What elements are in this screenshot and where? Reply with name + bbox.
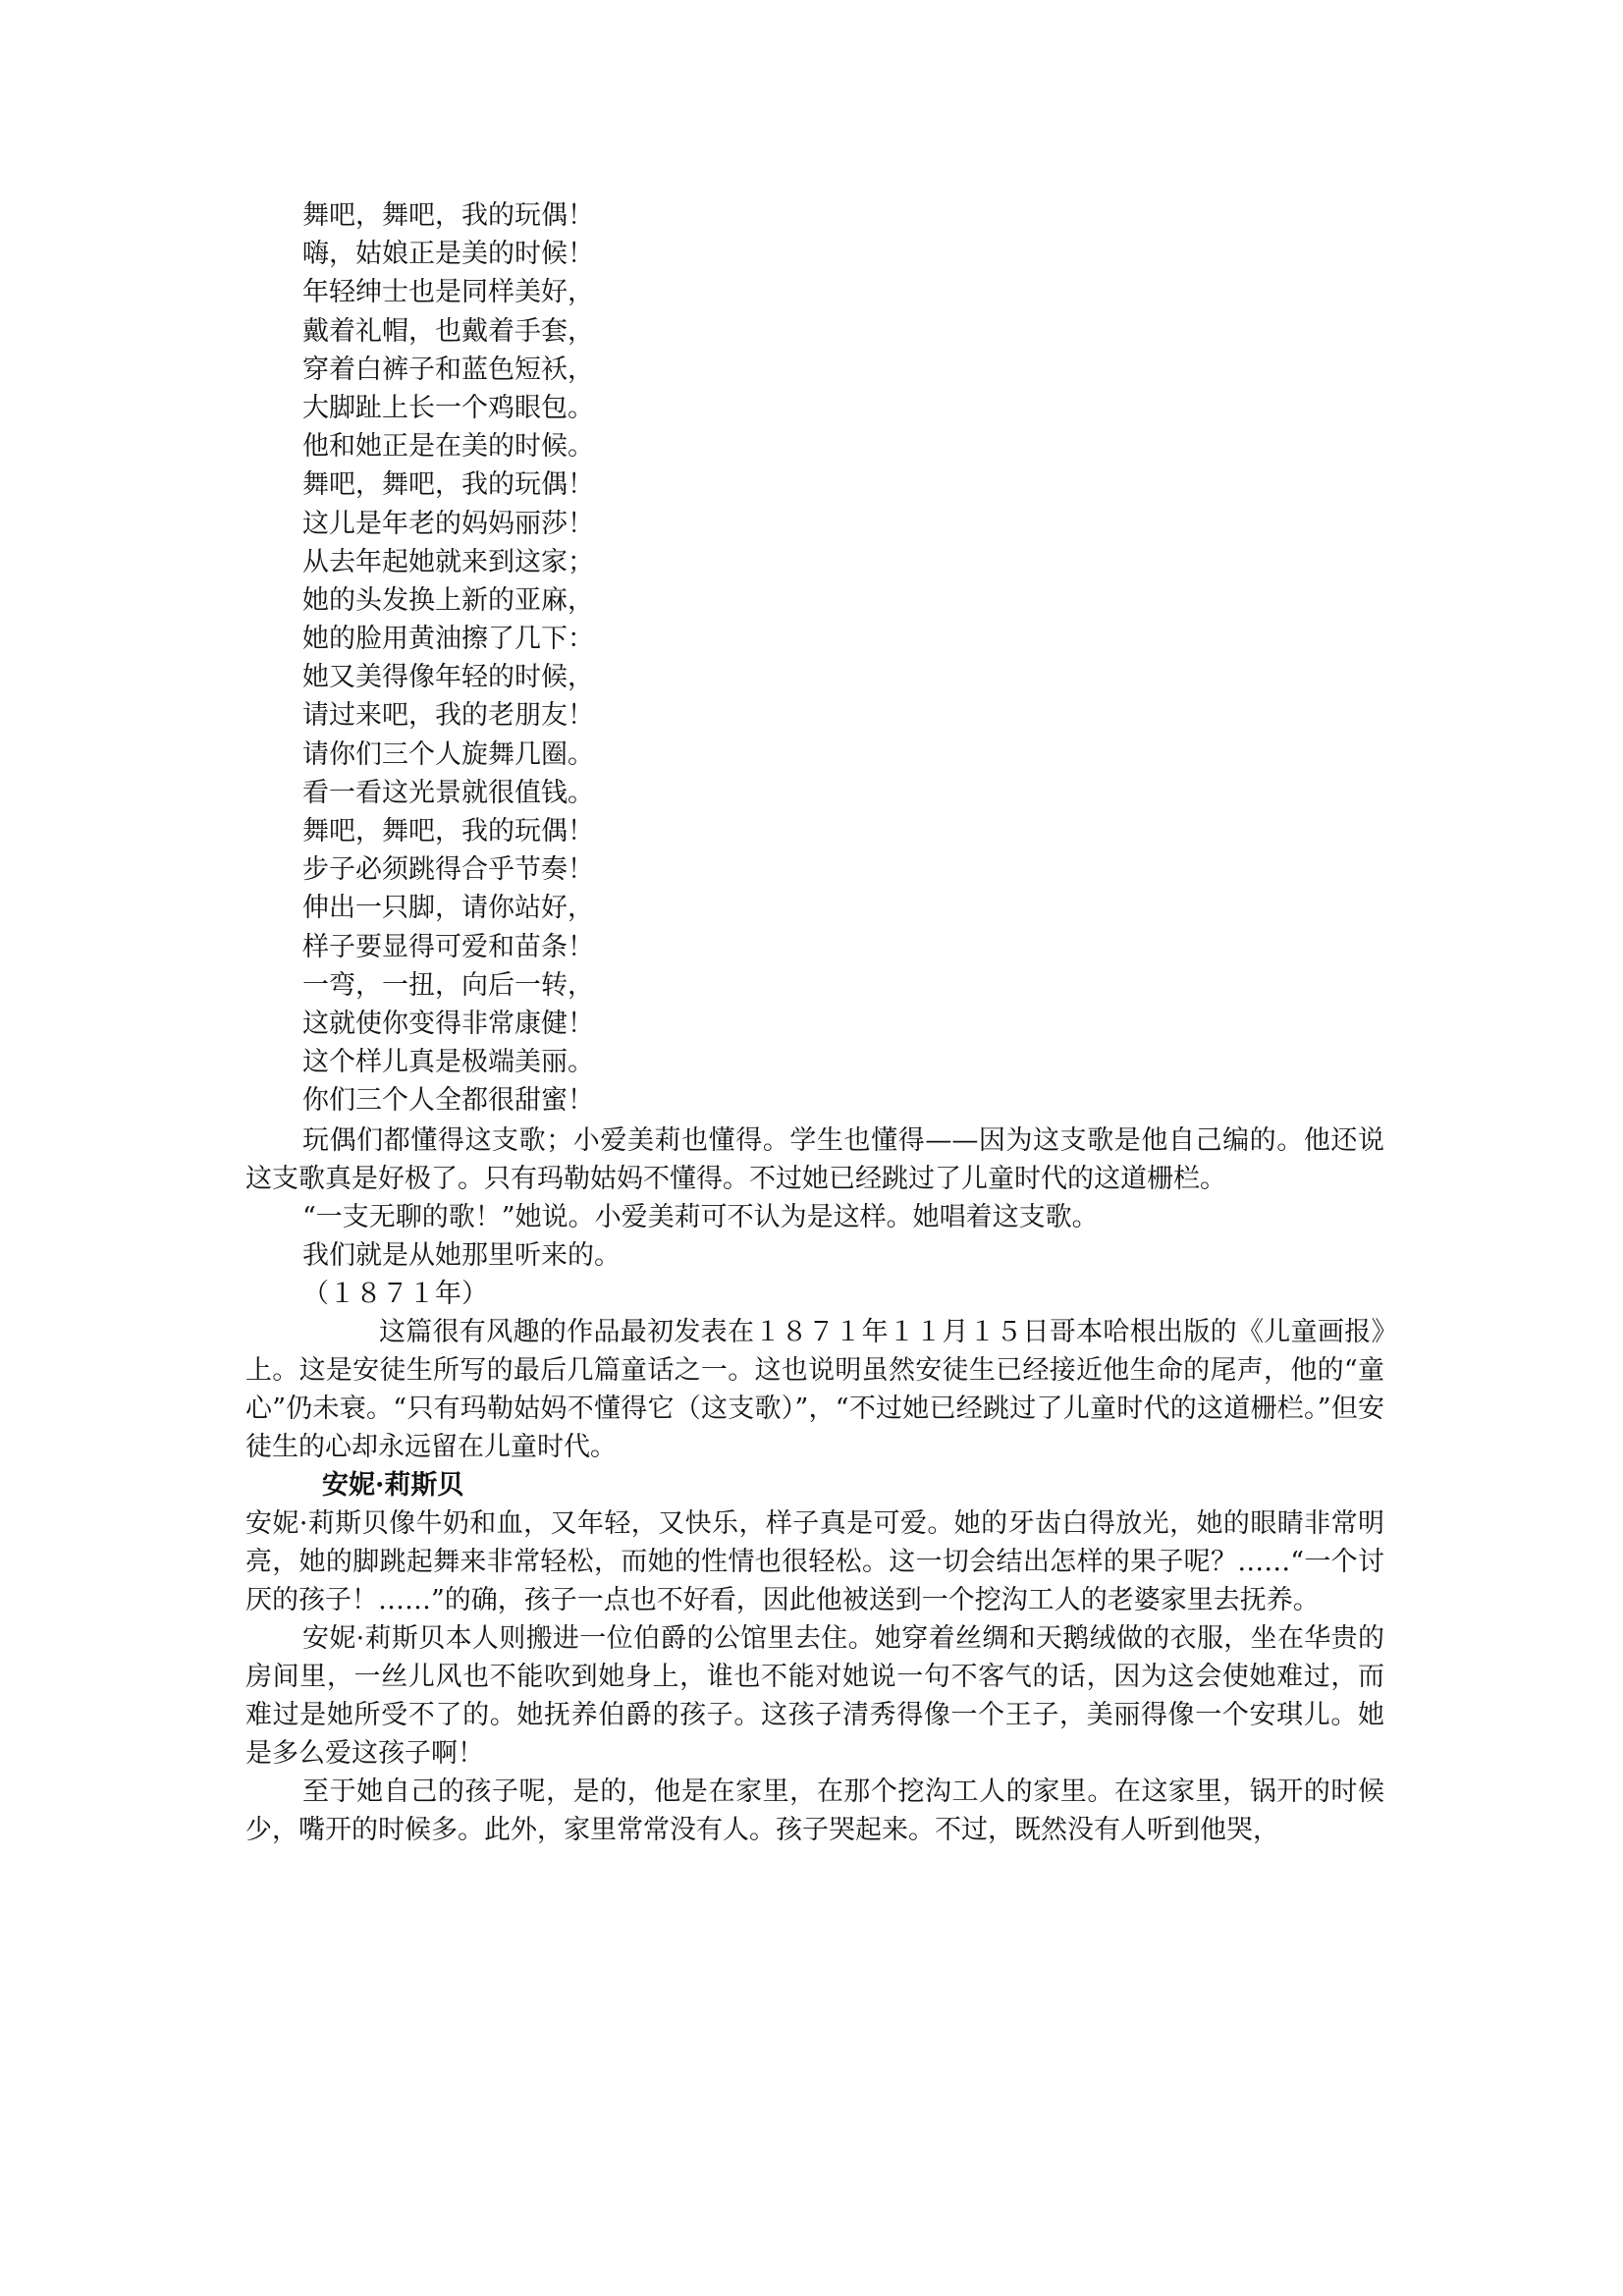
poem-line: 穿着白裤子和蓝色短袄， (302, 354, 594, 385)
poem (302, 196, 594, 1121)
poem-line: 一弯，一扭，向后一转， (302, 969, 594, 1001)
date-line: （１８７１年） (302, 1279, 488, 1309)
poem-line: 请你们三个人旋舞几圈。 (302, 738, 594, 770)
poem-line: 这个样儿真是极端美丽。 (302, 1047, 594, 1078)
paragraph: 我们就是从她那里听来的。 (302, 1240, 621, 1271)
poem-line: 她又美得像年轻的时候， (302, 662, 594, 693)
poem-line: 看一看这光景就很值钱。 (302, 777, 594, 808)
poem-line: 从去年起她就来到这家； (302, 546, 594, 577)
poem-line: 这就使你变得非常康健！ (302, 1008, 594, 1039)
story-ending (245, 1121, 1384, 1849)
editor-note: 这篇很有风趣的作品最初发表在１８７１年１１月１５日哥本哈根出版的《儿童画报》上。这是安徒生所写的最后几篇童话之一。这也说明虽然安徒生已经接近他生命的尾声，他的“童心”仍未衰。“只有玛勒姑妈不懂得它（这支歌）”，“不过她已经跳过了儿童时代的这道栅栏。”但安徒生的心却永远留在儿童时代。 (245, 1317, 1384, 1462)
poem-line: 你们三个人全都很甜蜜！ (302, 1085, 594, 1117)
paragraph: 至于她自己的孩子呢，是的，他是在家里，在那个挖沟工人的家里。在这家里，锅开的时候少，嘴开的时候多。此外，家里常常没有人。孩子哭起来。不过，既然没有人听到他哭， (245, 1777, 1384, 1845)
poem-line: 戴着礼帽，也戴着手套， (302, 315, 594, 347)
paragraph: 安妮·莉斯贝本人则搬进一位伯爵的公馆里去住。她穿着丝绸和天鹅绒做的衣服，坐在华贵的房间里，一丝儿风也不能吹到她身上，谁也不能对她说一句不客气的话，因为这会使她难过，而难过是她所受不了的。她抚养伯爵的孩子。这孩子清秀得像一个王子，美丽得像一个安琪儿。她是多么爱这孩子啊！ (245, 1623, 1384, 1769)
poem-line: 年轻绅士也是同样美好， (302, 277, 594, 308)
poem-line: 嗨，姑娘正是美的时候！ (302, 239, 594, 270)
poem-line: 步子必须跳得合乎节奏！ (302, 854, 594, 886)
poem-line: 伸出一只脚，请你站好， (302, 893, 594, 924)
poem-line: 舞吧，舞吧，我的玩偶！ (302, 200, 594, 231)
poem-line: 她的脸用黄油擦了几下： (302, 624, 594, 655)
poem-line: 样子要显得可爱和苗条！ (302, 931, 594, 962)
paragraph: 安妮·莉斯贝像牛奶和血，又年轻，又快乐，样子真是可爱。她的牙齿白得放光，她的眼睛非常明亮，她的脚跳起舞来非常轻松，而她的性情也很轻松。这一切会结出怎样的果子呢？……“一个讨厌的孩子！……”的确，孩子一点也不好看，因此他被送到一个挖沟工人的老婆家里去抚养。 (245, 1508, 1384, 1615)
paragraph: 玩偶们都懂得这支歌；小爱美莉也懂得。学生也懂得——因为这支歌是他自己编的。他还说这支歌真是好极了。只有玛勒姑妈不懂得。不过她已经跳过了儿童时代的这道栅栏。 (245, 1125, 1384, 1194)
poem-line: 她的头发换上新的亚麻， (302, 584, 594, 616)
poem-line: 这儿是年老的妈妈丽莎！ (302, 508, 594, 539)
poem-line: 舞吧，舞吧，我的玩偶！ (302, 469, 594, 501)
poem-line: 大脚趾上长一个鸡眼包。 (302, 392, 594, 423)
story-title: 安妮·莉斯贝 (322, 1470, 464, 1501)
poem-line: 请过来吧，我的老朋友！ (302, 700, 594, 732)
poem-line: 舞吧，舞吧，我的玩偶！ (302, 816, 594, 847)
paragraph: “一支无聊的歌！”她说。小爱美莉可不认为是这样。她唱着这支歌。 (302, 1202, 1099, 1232)
poem-line: 他和她正是在美的时候。 (302, 431, 594, 463)
